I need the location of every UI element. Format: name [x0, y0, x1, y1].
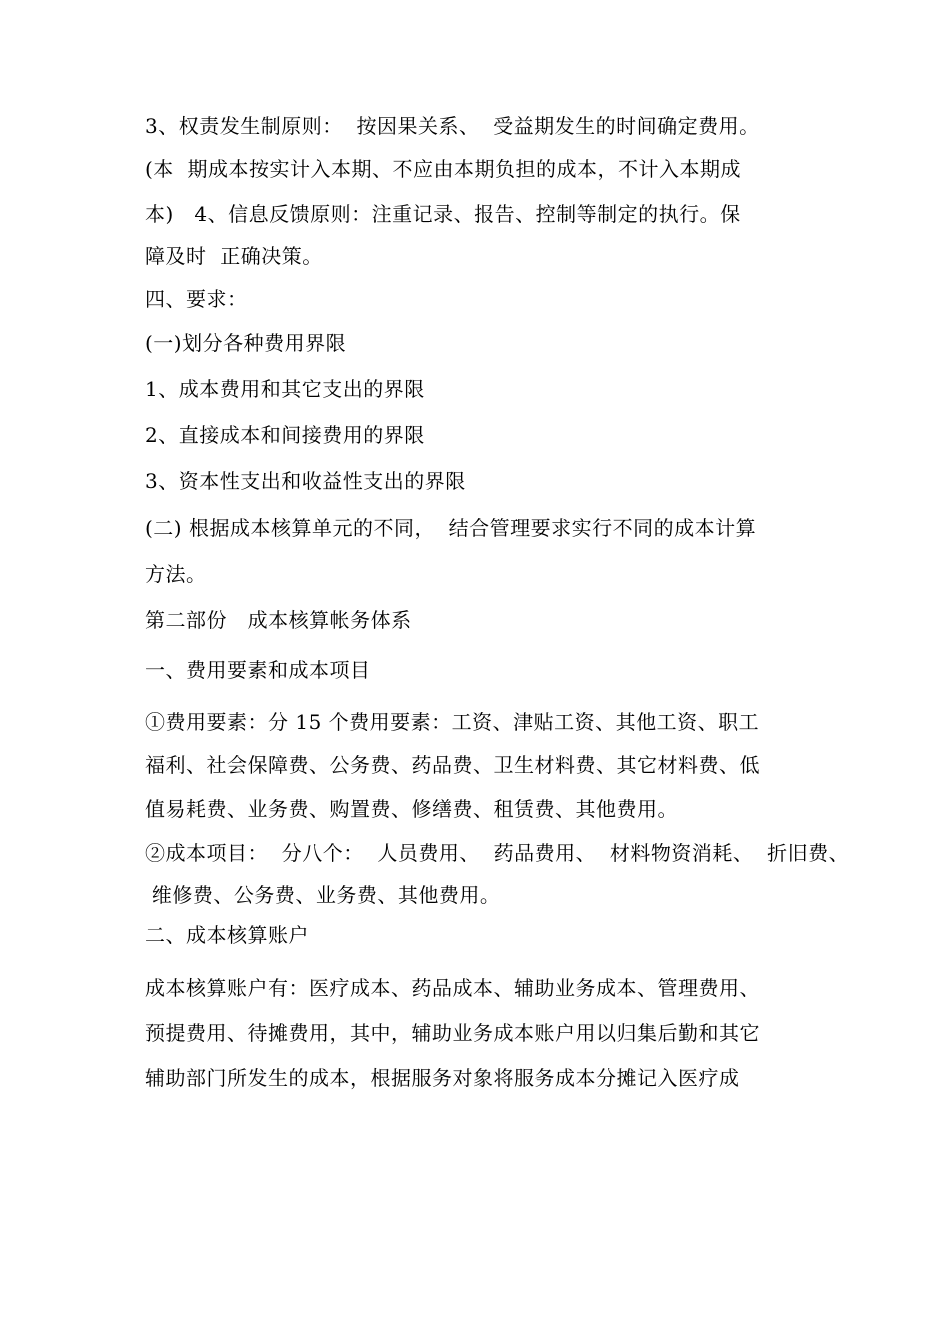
- subsection-heading: (二) 根据成本核算单元的不同， 结合管理要求实行不同的成本计算: [145, 516, 757, 540]
- text-line: 维修费、公务费、业务费、其他费用。: [145, 883, 501, 907]
- part-heading: 第二部份 成本核算帐务体系: [145, 608, 412, 632]
- text-line: 3、权责发生制原则： 按因果关系、 受益期发生的时间确定费用。: [145, 114, 760, 138]
- text-line: 本) 4、信息反馈原则：注重记录、报告、控制等制定的执行。保: [145, 202, 741, 226]
- text-line: 福利、社会保障费、公务费、药品费、卫生材料费、其它材料费、低: [145, 753, 760, 777]
- text-line: ①费用要素：分 15 个费用要素：工资、津贴工资、其他工资、职工: [145, 710, 760, 734]
- text-line: 值易耗费、业务费、购置费、修缮费、租赁费、其他费用。: [145, 797, 678, 821]
- text-line: (本 期成本按实计入本期、不应由本期负担的成本，不计入本期成: [145, 157, 742, 181]
- section-heading: 一、费用要素和成本项目: [145, 658, 371, 682]
- text-line: 预提费用、待摊费用，其中，辅助业务成本账户用以归集后勤和其它: [145, 1021, 760, 1045]
- text-line: 成本核算账户有：医疗成本、药品成本、辅助业务成本、管理费用、: [145, 976, 760, 1000]
- text-line: 辅助部门所发生的成本，根据服务对象将服务成本分摊记入医疗成: [145, 1066, 740, 1090]
- list-item: 2、直接成本和间接费用的界限: [145, 423, 425, 447]
- list-item: 3、资本性支出和收益性支出的界限: [145, 469, 466, 493]
- text-line: ②成本项目： 分八个： 人员费用、 药品费用、 材料物资消耗、 折旧费、: [145, 841, 850, 865]
- subsection-heading: (一)划分各种费用界限: [145, 331, 347, 355]
- section-heading: 四、要求：: [145, 287, 248, 311]
- list-item: 1、成本费用和其它支出的界限: [145, 377, 425, 401]
- text-line: 障及时 正确决策。: [145, 244, 323, 268]
- section-heading: 二、成本核算账户: [145, 923, 309, 947]
- text-line: 方法。: [145, 562, 207, 586]
